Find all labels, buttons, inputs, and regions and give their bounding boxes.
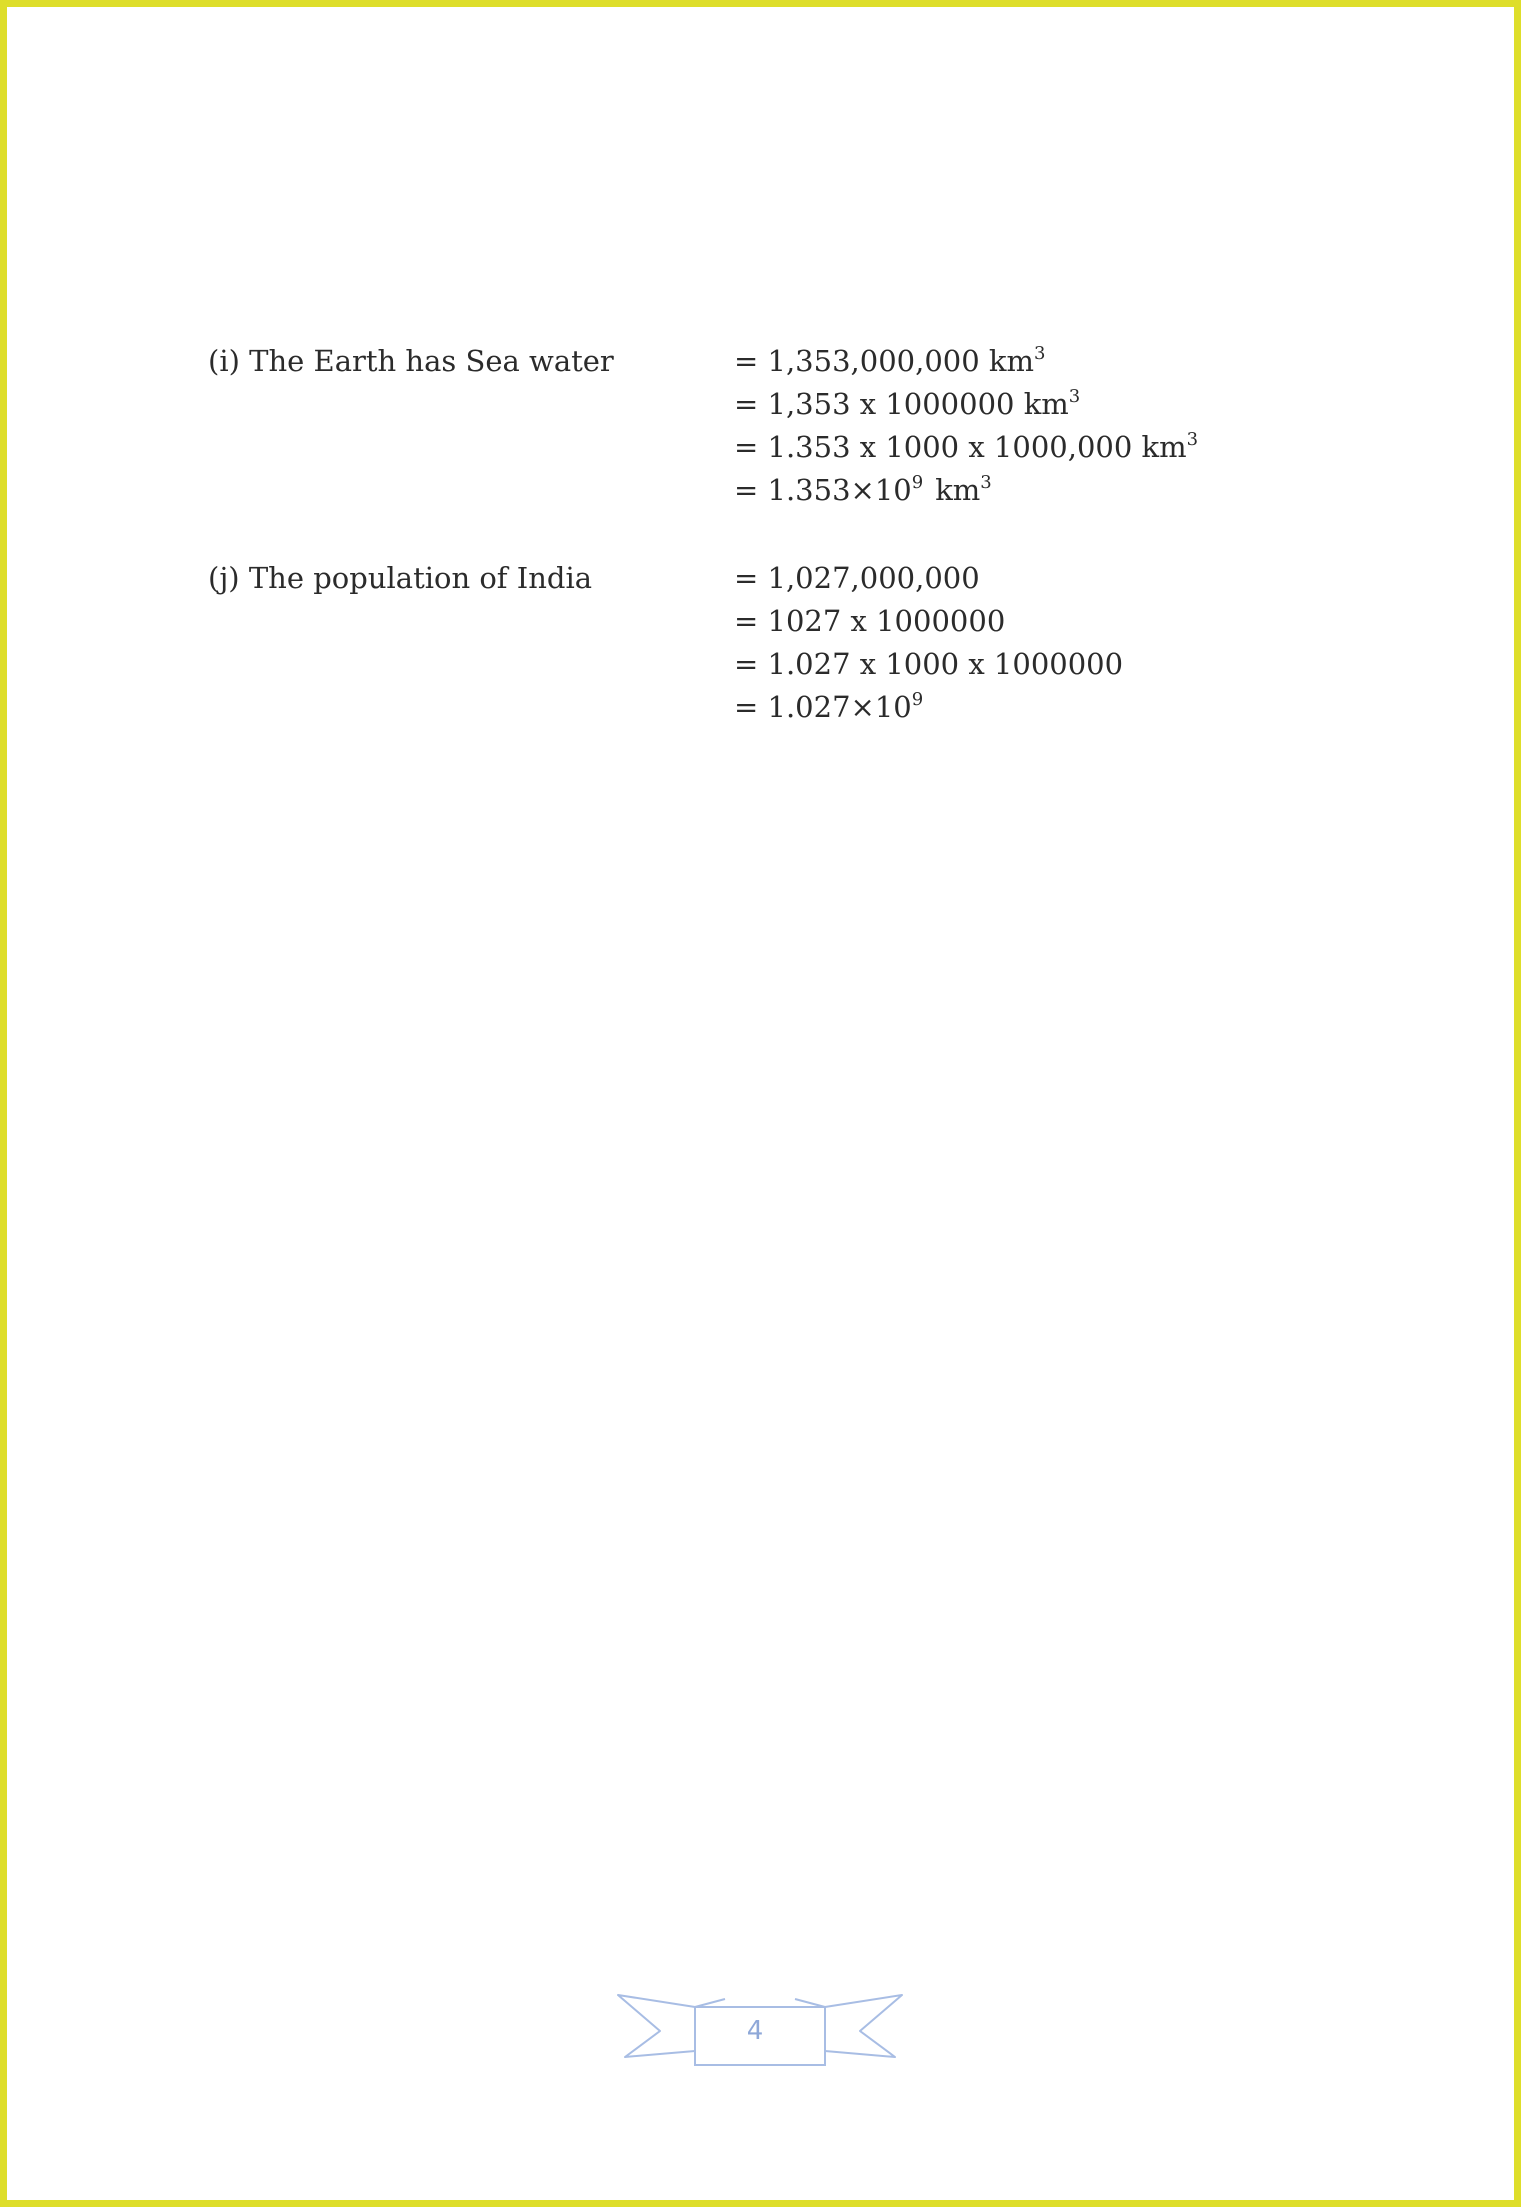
calculation-steps bbox=[734, 340, 1198, 512]
step-expression: = 1,353,000,000 km bbox=[734, 344, 1034, 378]
step-expression: = 1.353 x 1000 x 1000,000 km bbox=[734, 430, 1187, 464]
step-unit: km bbox=[935, 473, 981, 507]
problem-i bbox=[208, 340, 1308, 512]
calculation-step bbox=[734, 643, 1123, 686]
step-expression: = 1.027×10 bbox=[734, 690, 912, 724]
document-body bbox=[208, 340, 1308, 729]
calculation-step bbox=[734, 469, 1198, 512]
step-expression: = 1,027,000,000 bbox=[734, 561, 980, 595]
calculation-step bbox=[734, 600, 1123, 643]
problem-prompt: (j) The population of India bbox=[208, 561, 593, 595]
step-expression: = 1,353 x 1000000 km bbox=[734, 387, 1069, 421]
calculation-steps bbox=[734, 557, 1123, 729]
step-unit-exponent: 3 bbox=[980, 472, 992, 493]
calculation-step bbox=[734, 686, 1123, 729]
calculation-step bbox=[734, 557, 1123, 600]
step-exponent: 3 bbox=[1068, 386, 1081, 407]
step-expression: = 1.353×10 bbox=[734, 473, 912, 507]
calculation-step bbox=[734, 426, 1198, 469]
step-exponent: 9 bbox=[911, 472, 924, 493]
calculation-step bbox=[734, 383, 1198, 426]
step-exponent: 3 bbox=[1186, 429, 1199, 450]
step-exponent: 3 bbox=[1033, 343, 1046, 364]
calculation-step bbox=[734, 340, 1198, 383]
step-expression: = 1027 x 1000000 bbox=[734, 604, 1006, 638]
page-number: 4 bbox=[746, 2016, 764, 2046]
page-number-banner bbox=[615, 1989, 905, 2074]
step-exponent: 9 bbox=[911, 689, 924, 710]
problem-j bbox=[208, 557, 1308, 729]
step-expression: = 1.027 x 1000 x 1000000 bbox=[734, 647, 1124, 681]
problem-prompt: (i) The Earth has Sea water bbox=[208, 344, 614, 378]
